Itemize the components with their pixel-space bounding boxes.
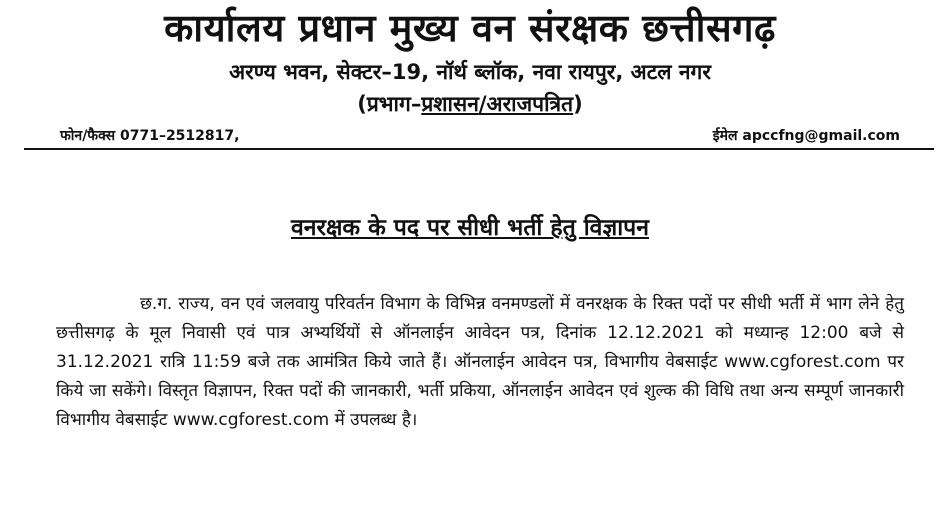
division-open: (प्रभाग– (357, 92, 422, 116)
division-separator: / (478, 92, 487, 116)
division-admin: प्रशासन (421, 92, 479, 116)
email-contact (713, 126, 900, 146)
email-address: apccfng@gmail.com (742, 128, 900, 144)
contact-row (60, 126, 900, 146)
email-label: ईमेल (712, 128, 738, 144)
notice-heading: वनरक्षक के पद पर सीधी भर्ती हेतु विज्ञापन (290, 215, 650, 241)
office-name-heading: कार्यालय प्रधान मुख्य वन संरक्षक छत्तीसगढ़ (164, 6, 776, 50)
header-divider (24, 148, 934, 150)
division-nongazetted: अराजपत्रित (486, 92, 574, 116)
division-close: ) (573, 92, 583, 116)
phone-fax: फोन/फैक्स 0771–2512817, (60, 128, 240, 144)
office-division (0, 90, 940, 118)
notice-body: छ.ग. राज्य, वन एवं जलवायु परिवर्तन विभाग के विभिन्न वनमण्डलों में वनरक्षक के रिक्त पदों पर सीधी भर्ती में भाग लेने हेतु छत्तीसगढ़ के मूल निवासी एवं पात्र अभ्यर्थियों से ऑनलाईन आवेदन पत्र, दिनांक 12.12.2021 को मध्यान्ह 12:00 बजे से 31.12.2021 रात्रि 11:59 बजे तक आमंत्रित किये जाते हैं। ऑनलाईन आवेदन पत्र, विभागीय वेबसाईट www.cgforest.com पर किये जा सकेंगे। विस्तृत विज्ञापन, रिक्त पदों की जानकारी, भर्ती प्रकिया, ऑनलाईन आवेदन एवं शुल्क की विधि तथा अन्य सम्पूर्ण जानकारी विभागीय वेबसाईट www.cgforest.com में उपलब्ध है। (56, 294, 904, 430)
office-address: अरण्य भवन, सेक्टर–19, नॉर्थ ब्लॉक, नवा रायपुर, अटल नगर (229, 60, 711, 84)
